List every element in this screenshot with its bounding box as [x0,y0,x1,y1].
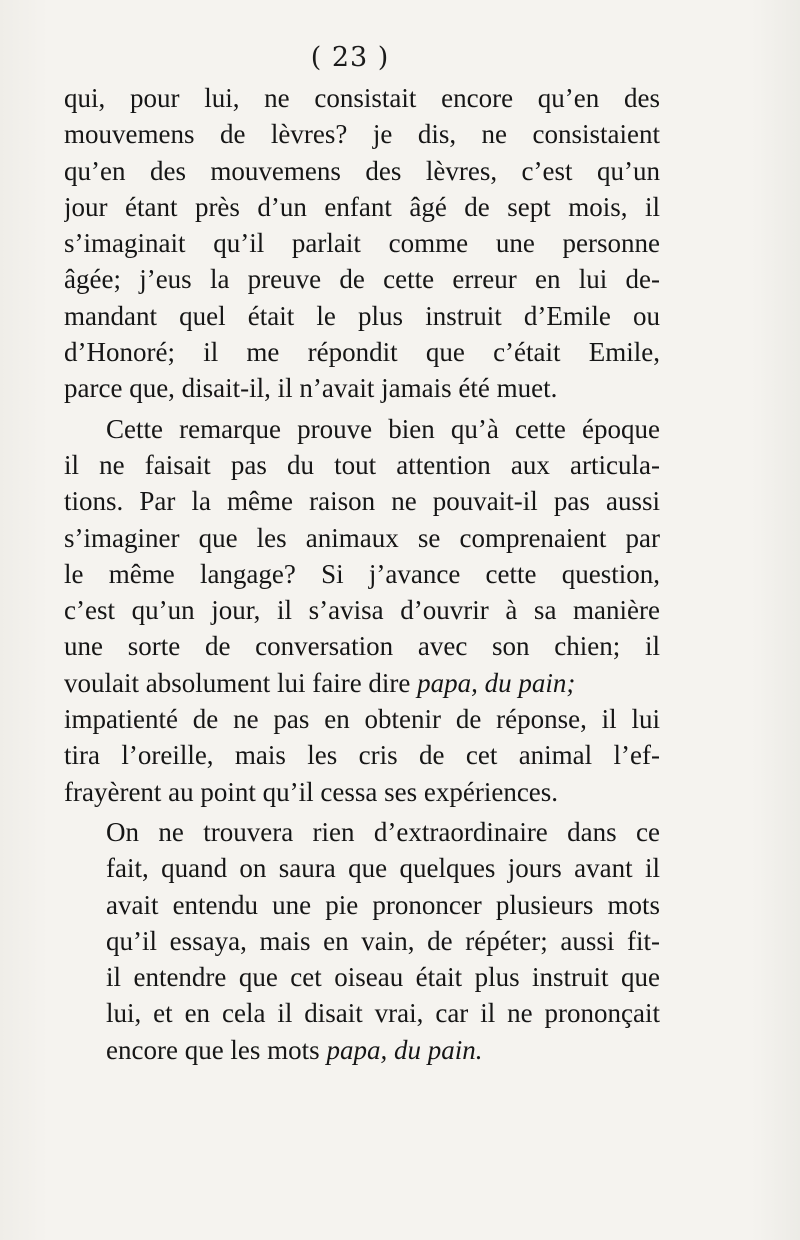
text-line: fait, quand on saura que quelques jours avant il [106,853,660,884]
text-line: qui, pour lui, ne consistait encore qu’en des [64,83,660,113]
paragraph-2 [64,411,660,810]
text-line: On ne trouvera rien d’extraordinaire dans ce [106,816,660,847]
text-line: il ne faisait pas du tout attention aux articula- [64,449,660,480]
italic-phrase: papa, du pain. [326,1034,483,1065]
text-line: avait entendu une pie prononcer plusieurs mots [106,889,660,920]
paragraph-3 [64,814,660,1068]
text-segment: voulait absolument lui faire dire [64,667,418,698]
text-line: frayèrent au point qu’il cessa ses expériences. [64,776,559,807]
italic-phrase: papa, du pain; [417,667,576,698]
text-line: lui, et en cela il disait vrai, car il ne prononçait [106,998,660,1029]
text-line: qu’en des mouvemens des lèvres, c’est qu’un [64,155,660,186]
text-line: âgée; j’eus la preuve de cette erreur en lui de- [64,264,660,295]
text-line: une sorte de conversation avec son chien; il [64,631,660,662]
page-number: ( 23 ) [310,42,390,73]
text-line: le même langage? Si j’avance cette question, [64,558,660,589]
text-line: tions. Par la même raison ne pouvait-il pas aussi [64,486,660,517]
body-text [64,80,660,1068]
text-line: tira l’oreille, mais les cris de cet animal l’ef- [64,740,660,771]
text-line-with-italic [64,1032,660,1068]
text-line: parce que, disait-il, il n’avait jamais été muet. [64,373,558,404]
paragraph-1 [64,80,660,407]
text-line: il entendre que cet oiseau était plus instruit que [106,962,660,993]
text-segment: encore que les mots [106,1034,327,1065]
text-line: jour étant près d’un enfant âgé de sept mois, il [64,191,660,222]
text-line: Cette remarque prouve bien qu’à cette époque [106,413,660,444]
text-line: s’imaginait qu’il parlait comme une personne [64,228,660,259]
text-line: c’est qu’un jour, il s’avisa d’ouvrir à sa manière [64,595,660,626]
text-line: d’Honoré; il me répondit que c’était Emile, [64,337,660,368]
text-line: s’imaginer que les animaux se comprenaient par [64,522,660,553]
text-line: impatienté de ne pas en obtenir de réponse, il lui [64,704,660,735]
text-line: mandant quel était le plus instruit d’Emile ou [64,300,660,331]
text-line-with-italic [64,665,660,701]
text-line: qu’il essaya, mais en vain, de répéter; aussi fit- [106,925,660,956]
text-line: mouvemens de lèvres? je dis, ne consistaient [64,119,660,150]
